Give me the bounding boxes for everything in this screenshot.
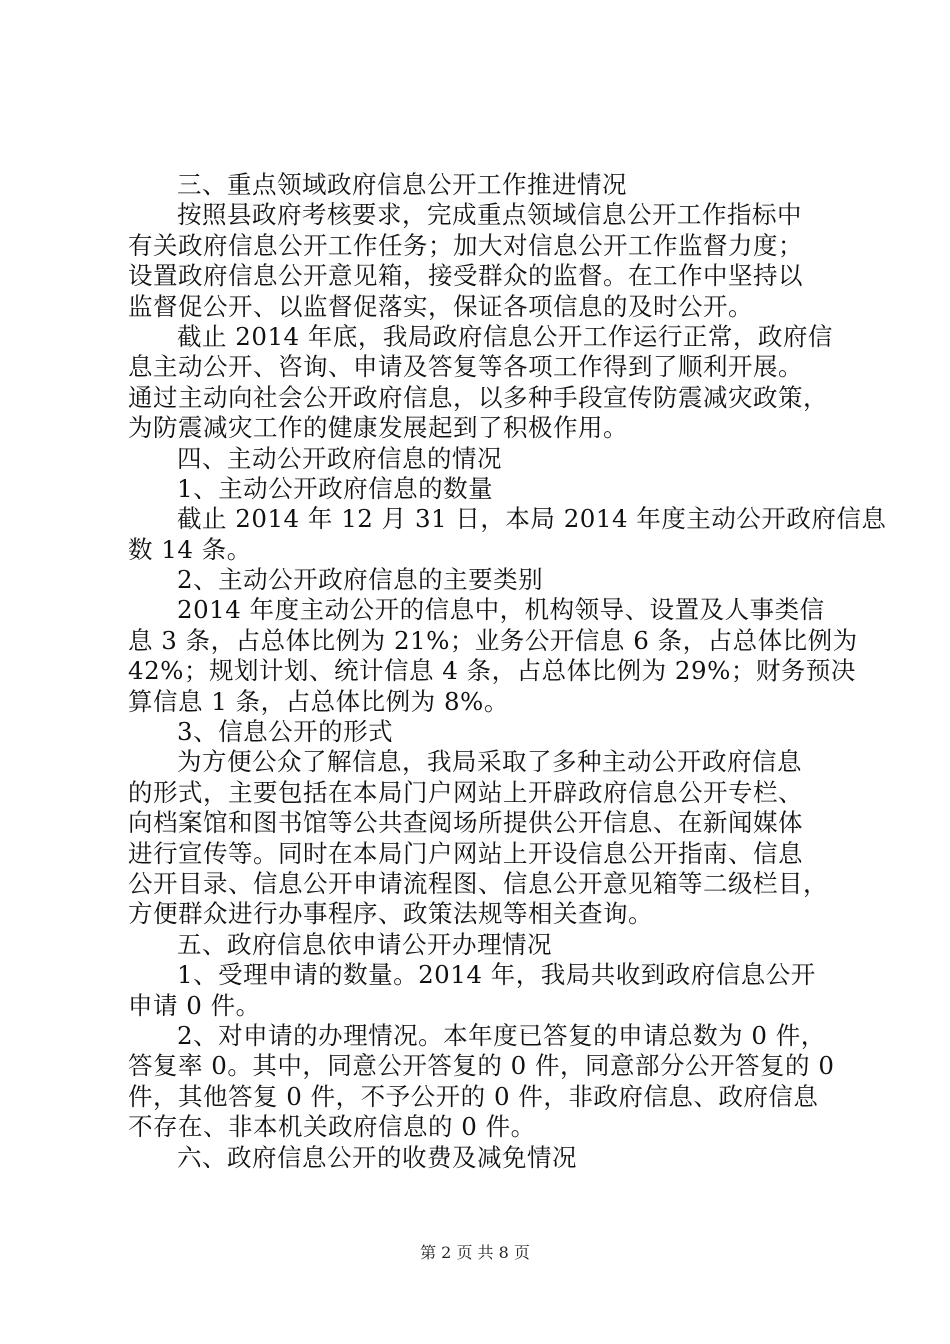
- paragraph-line: 截止 2014 年底，我局政府信息公开工作运行正常，政府信: [177, 321, 833, 351]
- paragraph-line: 为防震减灾工作的健康发展起到了积极作用。: [128, 413, 628, 443]
- paragraph-line: 公开目录、信息公开申请流程图、信息公开意见箱等二级栏目，: [128, 868, 828, 898]
- paragraph-line: 答复率 0。其中，同意公开答复的 0 件，同意部分公开答复的 0: [128, 1051, 835, 1081]
- section-heading-5: 五、政府信息依申请公开办理情况: [177, 929, 552, 959]
- paragraph-line: 申请 0 件。: [128, 990, 261, 1020]
- paragraph-line: 不存在、非本机关政府信息的 0 件。: [128, 1112, 536, 1142]
- paragraph-line: 2、对申请的办理情况。本年度已答复的申请总数为 0 件，: [177, 1020, 826, 1050]
- subsection-heading: 2、主动公开政府信息的主要类别: [177, 565, 544, 595]
- section-heading-3: 三、重点领域政府信息公开工作推进情况: [177, 170, 627, 199]
- paragraph-line: 数 14 条。: [128, 534, 252, 564]
- paragraph-line: 息主动公开、咨询、申请及答复等各项工作得到了顺利开展。: [128, 352, 803, 382]
- paragraph-line: 进行宣传等。同时在本局门户网站上开设信息公开指南、信息: [128, 838, 803, 868]
- paragraph-line: 为方便公众了解信息，我局采取了多种主动公开政府信息: [177, 747, 802, 777]
- paragraph-line: 设置政府信息公开意见箱，接受群众的监督。在工作中坚持以: [128, 261, 803, 291]
- paragraph-line: 方便群众进行办事程序、政策法规等相关查询。: [128, 899, 653, 929]
- paragraph-line: 按照县政府考核要求，完成重点领域信息公开工作指标中: [177, 200, 802, 230]
- paragraph-line: 1、受理申请的数量。2014 年，我局共收到政府信息公开: [177, 960, 816, 990]
- paragraph-line: 算信息 1 条，占总体比例为 8%。: [128, 686, 509, 716]
- paragraph-line: 有关政府信息公开工作任务；加大对信息公开工作监督力度；: [128, 230, 803, 260]
- subsection-heading: 1、主动公开政府信息的数量: [177, 473, 494, 503]
- paragraph-line: 向档案馆和图书馆等公共查阅场所提供公开信息、在新闻媒体: [128, 808, 803, 838]
- paragraph-line: 通过主动向社会公开政府信息，以多种手段宣传防震减灾政策，: [128, 382, 828, 412]
- paragraph-line: 的形式，主要包括在本局门户网站上开辟政府信息公开专栏、: [128, 777, 803, 807]
- paragraph-line: 2014 年度主动公开的信息中，机构领导、设置及人事类信: [177, 595, 825, 625]
- section-heading-4: 四、主动公开政府信息的情况: [177, 443, 502, 473]
- paragraph-line: 件，其他答复 0 件，不予公开的 0 件，非政府信息、政府信息: [128, 1081, 819, 1111]
- page-number-footer: 第 2 页 共 8 页: [420, 1243, 530, 1262]
- paragraph-line: 42%；规划计划、统计信息 4 条，占总体比例为 29%；财务预决: [128, 656, 856, 686]
- subsection-heading: 3、信息公开的形式: [177, 717, 394, 747]
- document-body: [128, 170, 887, 1173]
- paragraph-line: 截止 2014 年 12 月 31 日，本局 2014 年度主动公开政府信息: [177, 504, 887, 534]
- paragraph-line: 息 3 条，占总体比例为 21%；业务公开信息 6 条，占总体比例为: [128, 625, 858, 655]
- section-heading-6: 六、政府信息公开的收费及减免情况: [177, 1142, 577, 1172]
- paragraph-line: 监督促公开、以监督促落实，保证各项信息的及时公开。: [128, 291, 753, 321]
